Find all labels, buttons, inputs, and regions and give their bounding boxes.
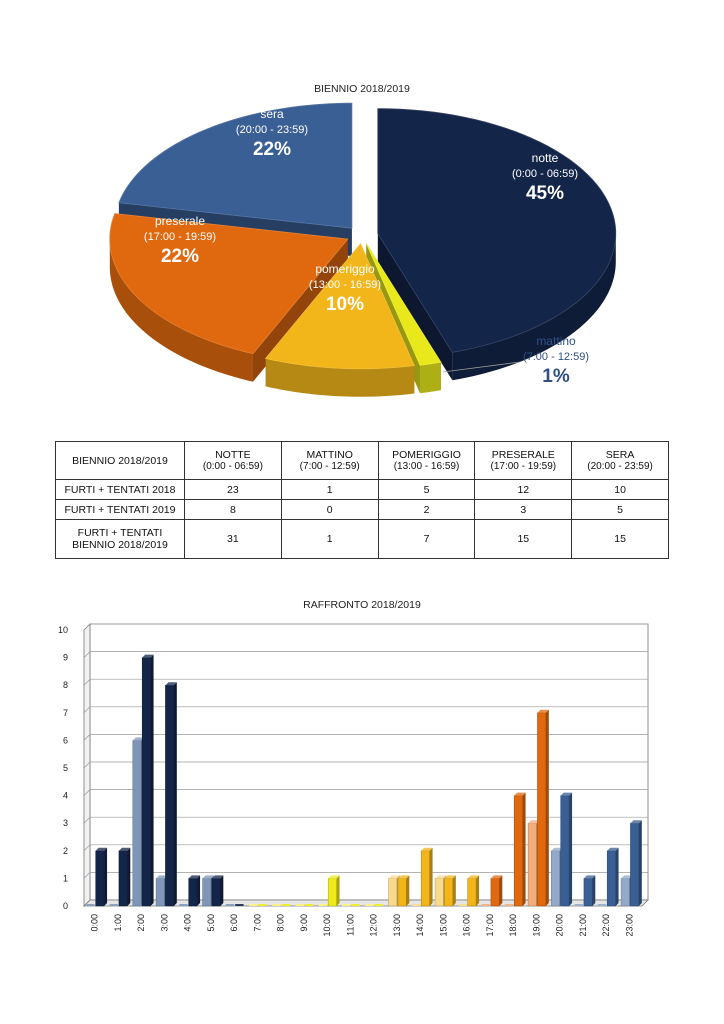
table-cell: 8 <box>185 500 282 520</box>
x-tick-label: 1:00 <box>112 914 123 932</box>
table-header-row <box>56 442 669 480</box>
slice-percent: 22% <box>252 139 292 160</box>
table-col-pomeriggio <box>378 442 475 480</box>
y-tick-label: 9 <box>62 652 68 663</box>
bar-zero <box>296 904 304 906</box>
table-corner: BIENNIO 2018/2019 <box>56 442 185 480</box>
bar-zero <box>179 904 187 906</box>
y-tick-label: 10 <box>57 625 68 635</box>
table-cell: 0 <box>281 500 378 520</box>
x-tick-label: 19:00 <box>531 914 542 937</box>
x-tick-label: 18:00 <box>508 914 519 937</box>
col-range: (20:00 - 23:59) <box>587 460 653 472</box>
bar-front <box>528 823 536 906</box>
bar-2019-0:00 <box>96 848 107 906</box>
bar-zero <box>235 904 243 906</box>
slice-name: mattino <box>536 334 576 348</box>
bar-2018-1:00 <box>110 904 118 906</box>
slice-range: (0:00 - 06:59) <box>511 168 579 180</box>
y-tick-label: 6 <box>62 735 68 746</box>
bar-front <box>468 878 476 906</box>
bar-2018-7:00 <box>249 904 257 906</box>
bar-side <box>174 682 177 906</box>
x-tick-label: 9:00 <box>298 914 309 932</box>
bar-front <box>514 796 522 906</box>
bar-side <box>592 875 595 906</box>
bar-front <box>537 713 545 906</box>
table-col-preserale <box>475 442 572 480</box>
bar-2018-9:00 <box>296 904 304 906</box>
table-cell: 12 <box>475 480 572 500</box>
table-cell: 5 <box>572 500 669 520</box>
table-col-mattino <box>281 442 378 480</box>
bar-side <box>151 655 154 906</box>
bar-2019-20:00 <box>561 793 572 906</box>
x-tick-label: 2:00 <box>136 914 147 932</box>
bar-front <box>584 878 592 906</box>
slice-percent: 22% <box>160 246 200 267</box>
col-label: POMERIGGIO <box>392 448 461 461</box>
table-cell: 5 <box>378 480 475 500</box>
slice-range: (7:00 - 12:59) <box>522 351 590 363</box>
bar-chart <box>0 592 724 972</box>
bar-zero <box>505 904 513 906</box>
x-tick-label: 16:00 <box>461 914 472 937</box>
x-tick-label: 15:00 <box>438 914 449 937</box>
bar-front <box>328 878 336 906</box>
bar-2019-8:00 <box>282 904 290 906</box>
slice-percent: 45% <box>525 183 565 204</box>
row-label: FURTI + TENTATI 2019 <box>56 500 185 520</box>
bar-zero <box>412 904 420 906</box>
bar-side <box>546 710 549 906</box>
table-cell: 3 <box>475 500 572 520</box>
y-tick-label: 3 <box>62 818 68 829</box>
bar-zero <box>598 904 606 906</box>
bar-zero <box>258 904 266 906</box>
bar-side <box>127 848 130 906</box>
slice-name: notte <box>531 151 559 165</box>
x-tick-label: 14:00 <box>415 914 426 937</box>
bar-zero <box>272 904 280 906</box>
table-cell: 1 <box>281 520 378 559</box>
bar-2018-16:00 <box>458 904 466 906</box>
bar-2018-14:00 <box>412 904 420 906</box>
y-tick-label: 1 <box>62 873 68 884</box>
y-tick-label: 8 <box>62 680 68 691</box>
x-tick-label: 17:00 <box>484 914 495 937</box>
x-tick-label: 6:00 <box>229 914 240 932</box>
bar-2019-6:00 <box>235 904 243 906</box>
bar-front <box>165 685 173 906</box>
bar-front <box>561 796 569 906</box>
bar-side <box>197 875 200 906</box>
bar-2018-4:00 <box>179 904 187 906</box>
bar-zero <box>249 904 257 906</box>
x-tick-label: 10:00 <box>322 914 333 937</box>
bar-2018-0:00 <box>86 904 94 906</box>
pie-title: BIENNIO 2018/2019 <box>314 83 410 95</box>
y-tick-label: 7 <box>62 707 68 718</box>
x-tick-label: 23:00 <box>624 914 635 937</box>
bar-zero <box>375 904 383 906</box>
col-range: (0:00 - 06:59) <box>202 460 263 472</box>
bar-side <box>639 820 642 906</box>
bar-2019-7:00 <box>258 904 266 906</box>
x-tick-label: 21:00 <box>577 914 588 937</box>
bar-front <box>491 878 499 906</box>
slice-name: sera <box>260 107 284 121</box>
bar-title: RAFFRONTO 2018/2019 <box>303 599 421 611</box>
bar-side <box>499 875 502 906</box>
bar-side <box>569 793 572 906</box>
bar-2019-3:00 <box>165 682 176 906</box>
slice-percent: 10% <box>325 294 365 315</box>
row-label: FURTI + TENTATI BIENNIO 2018/2019 <box>56 520 185 559</box>
slice-name: pomeriggio <box>315 262 375 276</box>
bar-zero <box>319 904 327 906</box>
table-row <box>56 500 669 520</box>
slice-percent: 1% <box>542 366 570 387</box>
bar-zero <box>226 904 234 906</box>
bar-2019-21:00 <box>584 875 595 906</box>
bar-front <box>398 878 406 906</box>
table-cell: 7 <box>378 520 475 559</box>
bar-front <box>630 823 638 906</box>
col-range: (17:00 - 19:59) <box>490 460 557 472</box>
bar-2019-10:00 <box>328 875 339 906</box>
table-cell: 23 <box>185 480 282 500</box>
table-cell: 10 <box>572 480 669 500</box>
slice-rim <box>420 362 441 393</box>
bar-side <box>476 875 479 906</box>
bar-2019-9:00 <box>305 904 313 906</box>
x-tick-label: 8:00 <box>275 914 286 932</box>
bar-front <box>621 878 629 906</box>
bar-zero <box>482 904 490 906</box>
table-cell: 15 <box>572 520 669 559</box>
y-tick-label: 0 <box>62 901 68 911</box>
bar-2019-1:00 <box>119 848 130 906</box>
bar-side <box>616 848 619 906</box>
table-cell: 2 <box>378 500 475 520</box>
y-tick-label: 4 <box>62 790 68 801</box>
table-cell: 15 <box>475 520 572 559</box>
row-label: FURTI + TENTATI 2018 <box>56 480 185 500</box>
bar-zero <box>110 904 118 906</box>
bar-2019-12:00 <box>375 904 383 906</box>
bar-2018-6:00 <box>226 904 234 906</box>
bar-front <box>444 878 452 906</box>
bar-2019-19:00 <box>537 710 548 906</box>
bar-2019-23:00 <box>630 820 641 906</box>
col-range: (13:00 - 16:59) <box>393 460 460 472</box>
bar-side <box>430 848 433 906</box>
x-tick-label: 7:00 <box>252 914 263 932</box>
bar-2018-21:00 <box>575 904 583 906</box>
col-label: SERA <box>605 448 635 461</box>
y-tick-label: 5 <box>62 763 68 773</box>
x-tick-label: 20:00 <box>554 914 565 937</box>
col-range: (7:00 - 12:59) <box>299 460 360 472</box>
table-col-notte <box>185 442 282 480</box>
bar-2019-13:00 <box>398 875 409 906</box>
bar-2019-18:00 <box>514 793 525 906</box>
bar-front <box>421 851 429 906</box>
x-tick-label: 11:00 <box>345 914 356 936</box>
bar-front <box>203 878 211 906</box>
table-row <box>56 520 669 559</box>
x-tick-label: 0:00 <box>89 914 100 932</box>
bar-side <box>406 875 409 906</box>
bar-front <box>156 878 164 906</box>
x-tick-label: 22:00 <box>601 914 612 937</box>
bar-2018-8:00 <box>272 904 280 906</box>
bar-2019-2:00 <box>142 655 153 906</box>
table-cell: 31 <box>185 520 282 559</box>
stats-table <box>55 441 669 559</box>
bar-front <box>212 878 220 906</box>
bar-zero <box>351 904 359 906</box>
bar-zero <box>575 904 583 906</box>
pie-chart <box>0 0 724 420</box>
bar-2019-5:00 <box>212 875 223 906</box>
bar-zero <box>365 904 373 906</box>
bar-front <box>551 851 559 906</box>
bar-side <box>104 848 107 906</box>
bar-side <box>337 875 340 906</box>
table-cell: 1 <box>281 480 378 500</box>
bar-2019-15:00 <box>444 875 455 906</box>
bar-front <box>607 851 615 906</box>
bar-2019-22:00 <box>607 848 618 906</box>
bar-2018-22:00 <box>598 904 606 906</box>
bar-2018-10:00 <box>319 904 327 906</box>
bar-2019-17:00 <box>491 875 502 906</box>
col-label: NOTTE <box>215 448 251 461</box>
bar-2018-18:00 <box>505 904 513 906</box>
bar-zero <box>282 904 290 906</box>
slice-range: (20:00 - 23:59) <box>235 124 309 136</box>
table-row <box>56 480 669 500</box>
bar-2019-16:00 <box>468 875 479 906</box>
bar-zero <box>458 904 466 906</box>
y-tick-label: 2 <box>62 845 68 856</box>
bar-2019-4:00 <box>189 875 200 906</box>
slice-range: (17:00 - 19:59) <box>143 231 217 243</box>
bar-2018-11:00 <box>342 904 350 906</box>
bar-zero <box>305 904 313 906</box>
col-label: PRESERALE <box>491 448 555 461</box>
bar-2018-17:00 <box>482 904 490 906</box>
table-col-sera <box>572 442 669 480</box>
bar-front <box>189 878 197 906</box>
bar-side <box>523 793 526 906</box>
col-label: MATTINO <box>306 448 353 461</box>
slice-range: (13:00 - 16:59) <box>308 279 382 291</box>
x-tick-label: 3:00 <box>159 914 170 932</box>
x-tick-label: 4:00 <box>182 914 193 932</box>
bar-side <box>220 875 223 906</box>
bar-zero <box>342 904 350 906</box>
bar-2019-11:00 <box>351 904 359 906</box>
bar-front <box>119 851 127 906</box>
bar-2018-12:00 <box>365 904 373 906</box>
bar-2019-14:00 <box>421 848 432 906</box>
bar-front <box>389 878 397 906</box>
x-tick-label: 12:00 <box>368 914 379 937</box>
bar-front <box>96 851 104 906</box>
slice-name: preserale <box>154 214 206 228</box>
x-tick-label: 5:00 <box>205 914 216 932</box>
x-tick-label: 13:00 <box>391 914 402 937</box>
bar-front <box>435 878 443 906</box>
bar-front <box>133 740 141 906</box>
bar-zero <box>86 904 94 906</box>
bar-front <box>142 658 150 906</box>
bar-side <box>453 875 456 906</box>
